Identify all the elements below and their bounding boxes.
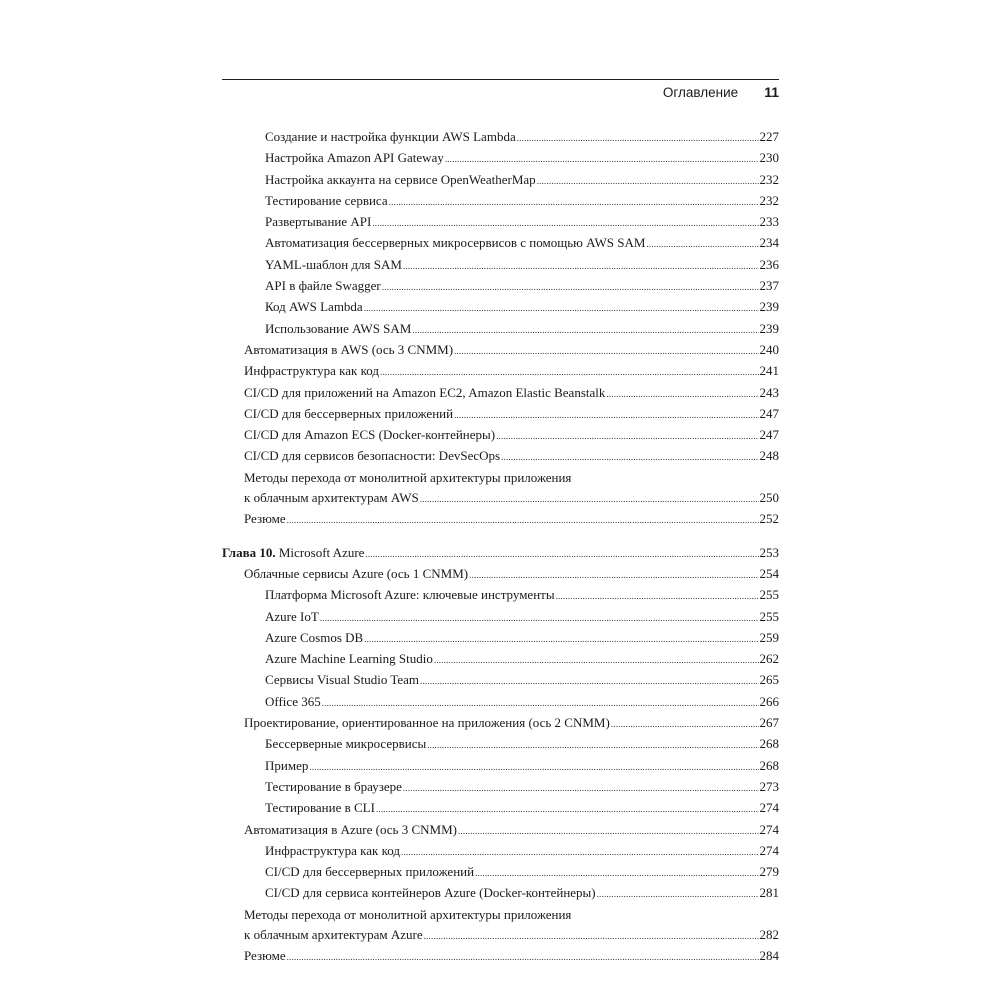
toc-entry-page: 241 [759, 363, 779, 379]
toc-entry-page: 240 [759, 341, 779, 357]
leader-dots [380, 362, 758, 382]
toc-entry-page: 239 [759, 320, 779, 336]
chapter-prefix: Глава 10. [222, 544, 276, 560]
toc-entry-page: 232 [759, 171, 779, 187]
toc-entry-page: 282 [759, 926, 779, 942]
toc-entry-page: 267 [759, 715, 779, 731]
toc-entry [222, 607, 779, 628]
toc-entry-page: 227 [759, 129, 779, 144]
leader-dots [389, 192, 759, 212]
toc-entry [222, 383, 779, 404]
toc-entry-page: 248 [759, 448, 779, 464]
leader-dots [287, 947, 759, 967]
toc-entry-title: YAML-шаблон для SAM [265, 256, 402, 272]
toc-entry-title: Автоматизация в AWS (ось 3 CNMM) [244, 341, 454, 357]
toc-entry [222, 297, 779, 318]
toc-entry [222, 127, 779, 148]
toc-entry-title: Настройка аккаунта на сервисе OpenWeatherMap [265, 171, 536, 187]
leader-dots [364, 298, 759, 318]
leader-dots [320, 608, 759, 628]
toc-entry-title-line1: Методы перехода от монолитной архитектуры приложения [244, 906, 572, 922]
toc-entry-page: 255 [759, 587, 779, 603]
page-number: 11 [764, 84, 779, 100]
leader-dots [597, 884, 759, 904]
toc-entry-page: 279 [759, 864, 779, 880]
toc-entry-title: Развертывание API [265, 214, 372, 230]
toc-entry-page: 239 [759, 299, 779, 315]
leader-dots [469, 565, 758, 585]
toc-entry [222, 361, 779, 382]
leader-dots [287, 510, 759, 530]
running-header [222, 82, 779, 102]
toc-entry-page: 259 [759, 629, 779, 645]
leader-dots [434, 650, 759, 670]
toc-entry-page: 274 [759, 800, 779, 816]
toc-entry-title-line2: к облачным архитектурам Azure [244, 926, 423, 942]
toc-entry [222, 649, 779, 670]
toc-entry-title: Azure Machine Learning Studio [265, 651, 433, 667]
toc-entry-title: Инфраструктура как код [244, 363, 380, 379]
toc-entry [222, 777, 779, 798]
toc-entry-page: 255 [759, 608, 779, 624]
toc-entry [222, 276, 779, 297]
leader-dots [501, 447, 758, 467]
toc-entry-page: 233 [759, 214, 779, 230]
leader-dots [424, 926, 759, 946]
toc-entry [222, 233, 779, 254]
toc-entry-title: Тестирование сервиса [265, 192, 388, 208]
leader-dots [454, 341, 758, 361]
toc-chapter-entry [222, 543, 779, 564]
toc-entry-title-line2: к облачным архитектурам AWS [244, 490, 419, 506]
toc-entry [222, 734, 779, 755]
toc-entry-page: 262 [759, 651, 779, 667]
toc-entry-page: 247 [759, 405, 779, 421]
toc-entry-title: API в файле Swagger [265, 278, 381, 294]
toc-entry-title-line1: Методы перехода от монолитной архитектуры приложения [244, 469, 572, 485]
toc-entry [222, 148, 779, 169]
leader-dots [475, 863, 758, 883]
toc-entry-page: 234 [759, 235, 779, 251]
leader-dots [427, 735, 758, 755]
toc-entry [222, 446, 779, 467]
toc-entry-title: Автоматизация бессерверных микросервисов с помощью AWS SAM [265, 235, 646, 251]
toc-entry-page: 274 [759, 821, 779, 837]
toc-entry [222, 841, 779, 862]
toc-entry [222, 946, 779, 967]
toc-entry-title: Тестирование в CLI [265, 800, 375, 816]
toc-entry [244, 925, 779, 946]
toc-entry [222, 585, 779, 606]
toc-entry-page: 232 [759, 192, 779, 208]
toc-entry-title: Azure Cosmos DB [265, 629, 364, 645]
toc-entry-title: Код AWS Lambda [265, 299, 363, 315]
toc-entry [222, 255, 779, 276]
toc-entry-title: Инфраструктура как код [265, 842, 401, 858]
toc-entry-title: Сервисы Visual Studio Team [265, 672, 420, 688]
toc-entry [222, 509, 779, 530]
toc-entry [222, 425, 779, 446]
toc-entry-title: Проектирование, ориентированное на приложения (ось 2 CNMM) [244, 715, 610, 731]
header-rule [222, 79, 779, 80]
leader-dots [420, 489, 759, 509]
toc-entry-page: 274 [759, 842, 779, 858]
leader-dots [517, 128, 759, 148]
toc-entry-page: 236 [759, 256, 779, 272]
toc-entry-page: 268 [759, 736, 779, 752]
leader-dots [420, 671, 758, 691]
toc-entry [222, 191, 779, 212]
toc-entry-title: Использование AWS SAM [265, 320, 412, 336]
leader-dots [611, 714, 759, 734]
toc-entry-multiline [222, 468, 779, 510]
leader-dots [376, 799, 759, 819]
toc-entry-page: 273 [759, 778, 779, 794]
toc-entry [222, 798, 779, 819]
toc-entry-page: 281 [759, 885, 779, 901]
toc-chapter-title [222, 543, 364, 563]
leader-dots [403, 256, 759, 276]
toc-entry-title: Создание и настройка функции AWS Lambda [265, 129, 516, 144]
leader-dots [403, 778, 759, 798]
toc-entry-title: CI/CD для приложений на Amazon EC2, Amazon Elastic Beanstalk [244, 384, 606, 400]
toc-entry-page: 237 [759, 278, 779, 294]
toc-entry-page: 243 [759, 384, 779, 400]
leader-dots [322, 693, 759, 713]
toc-entry [222, 713, 779, 734]
leader-dots [364, 629, 758, 649]
toc-entry-page: 266 [759, 693, 779, 709]
toc-entry [222, 319, 779, 340]
toc-entry [222, 670, 779, 691]
toc-entry-page: 252 [759, 511, 779, 527]
toc-entry-title: Office 365 [265, 693, 321, 709]
leader-dots [372, 213, 758, 233]
toc-entry-title: CI/CD для сервисов безопасности: DevSecOps [244, 448, 501, 464]
toc-entry-page: 284 [759, 948, 779, 964]
leader-dots [556, 586, 759, 606]
leader-dots [412, 320, 758, 340]
toc-entry-title: Azure IoT [265, 608, 319, 624]
leader-dots [382, 277, 759, 297]
toc-entry-page: 253 [759, 544, 779, 560]
leader-dots [537, 171, 759, 191]
table-of-contents [222, 127, 779, 968]
toc-entry [222, 212, 779, 233]
toc-entry-title: CI/CD для бессерверных приложений [244, 405, 454, 421]
toc-entry [222, 692, 779, 713]
toc-entry [222, 170, 779, 191]
toc-entry-page: 230 [759, 150, 779, 166]
toc-entry-title: Платформа Microsoft Azure: ключевые инструменты [265, 587, 555, 603]
leader-dots [365, 544, 758, 564]
toc-entry-page: 268 [759, 757, 779, 773]
toc-entry [222, 404, 779, 425]
toc-entry-title: CI/CD для бессерверных приложений [265, 864, 475, 880]
toc-entry-multiline [222, 905, 779, 947]
leader-dots [646, 234, 758, 254]
toc-entry [222, 883, 779, 904]
toc-entry-title: Тестирование в браузере [265, 778, 402, 794]
toc-entry-title: Настройка Amazon API Gateway [265, 150, 444, 166]
toc-entry-page: 265 [759, 672, 779, 688]
toc-entry [222, 340, 779, 361]
running-header-title: Оглавление [662, 84, 739, 100]
leader-dots [445, 149, 759, 169]
toc-entry-title: Облачные сервисы Azure (ось 1 CNMM) [244, 565, 469, 581]
leader-dots [401, 842, 758, 862]
toc-entry [222, 564, 779, 585]
toc-entry [222, 862, 779, 883]
leader-dots [606, 384, 758, 404]
toc-entry-page: 250 [759, 490, 779, 506]
toc-entry-title: Автоматизация в Azure (ось 3 CNMM) [244, 821, 457, 837]
chapter-name: Microsoft Azure [278, 544, 365, 560]
toc-entry-title: CI/CD для сервиса контейнеров Azure (Docker-контейнеры) [265, 885, 596, 901]
toc-entry-title: Резюме [244, 948, 286, 964]
toc-entry [222, 628, 779, 649]
leader-dots [454, 405, 758, 425]
toc-entry [222, 756, 779, 777]
toc-entry-title: CI/CD для Amazon ECS (Docker-контейнеры) [244, 427, 496, 443]
leader-dots [458, 821, 759, 841]
toc-entry-page: 247 [759, 427, 779, 443]
toc-entry-page: 254 [759, 565, 779, 581]
leader-dots [309, 757, 758, 777]
toc-entry-title: Резюме [244, 511, 286, 527]
toc-entry-title: Пример [265, 757, 309, 773]
toc-entry [244, 488, 779, 509]
leader-dots [496, 426, 758, 446]
toc-entry-title: Бессерверные микросервисы [265, 736, 427, 752]
toc-entry [222, 820, 779, 841]
